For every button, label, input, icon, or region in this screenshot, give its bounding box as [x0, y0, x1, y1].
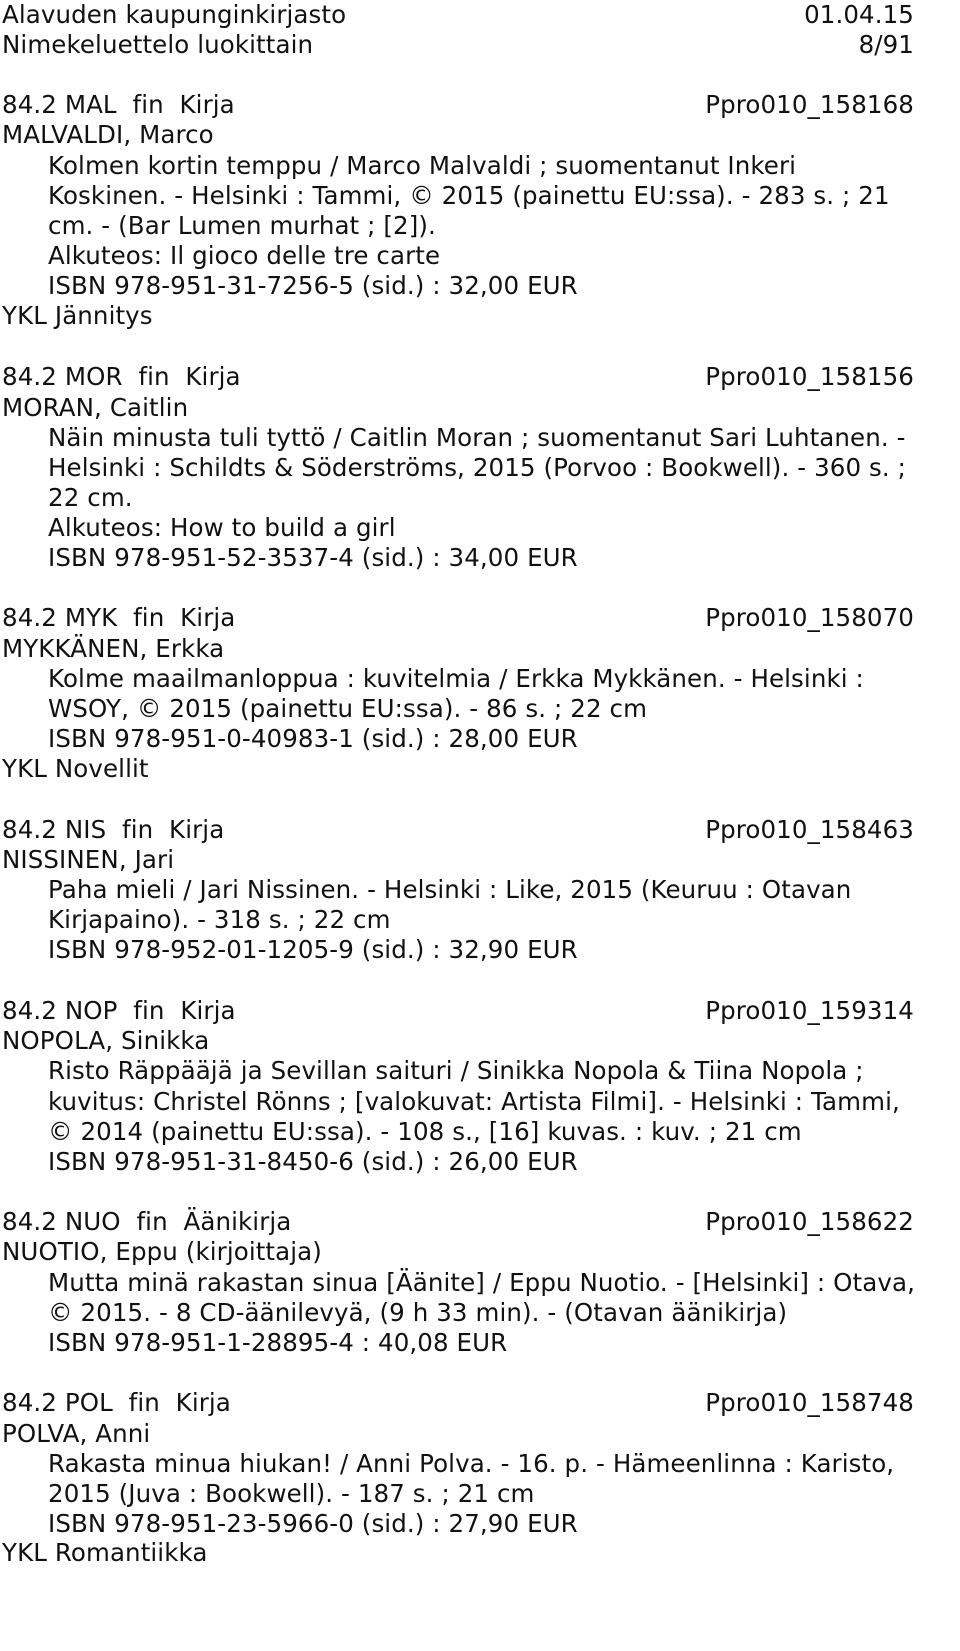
entry-class: 84.2 MYK fin Kirja	[2, 603, 236, 632]
entry-id: Ppro010_158748	[705, 1388, 914, 1417]
entry-desc-line: © 2015. - 8 CD-äänilevyä, (9 h 33 min). - (Otavan äänikirja)	[48, 1298, 788, 1327]
entry-desc-line: Risto Räppääjä ja Sevillan saituri / Sinikka Nopola & Tiina Nopola ;	[48, 1056, 864, 1085]
entry-isbn: ISBN 978-951-1-28895-4 : 40,08 EUR	[48, 1328, 508, 1357]
entry-author: NUOTIO, Eppu (kirjoittaja)	[2, 1237, 322, 1266]
library-name: Alavuden kaupunginkirjasto	[2, 0, 347, 29]
entry-id: Ppro010_158622	[705, 1207, 914, 1236]
entry-id: Ppro010_158070	[705, 603, 914, 632]
entry-isbn: ISBN 978-951-31-8450-6 (sid.) : 26,00 EUR	[48, 1147, 578, 1176]
entry-desc-line: Helsinki : Schildts & Söderströms, 2015 (Porvoo : Bookwell). - 360 s. ;	[48, 453, 907, 482]
entry-class: 84.2 MOR fin Kirja	[2, 362, 241, 391]
entry-desc-line: Alkuteos: How to build a girl	[48, 513, 396, 542]
entry-author: MALVALDI, Marco	[2, 120, 214, 149]
entry-author: POLVA, Anni	[2, 1419, 151, 1448]
entry-isbn: ISBN 978-951-52-3537-4 (sid.) : 34,00 EUR	[48, 543, 578, 572]
entry-desc-line: Mutta minä rakastan sinua [Äänite] / Eppu Nuotio. - [Helsinki] : Otava,	[48, 1268, 915, 1297]
entry-author: NOPOLA, Sinikka	[2, 1026, 210, 1055]
entry-author: NISSINEN, Jari	[2, 845, 175, 874]
entry-ykl: YKL Jännitys	[2, 301, 153, 330]
page-number: 8/91	[858, 30, 914, 59]
entry-isbn: ISBN 978-952-01-1205-9 (sid.) : 32,90 EUR	[48, 935, 578, 964]
entry-id: Ppro010_158156	[705, 362, 914, 391]
entry-ykl: YKL Romantiikka	[2, 1538, 208, 1567]
entry-class: 84.2 NOP fin Kirja	[2, 996, 236, 1025]
entry-desc-line: © 2014 (painettu EU:ssa). - 108 s., [16] kuvas. : kuv. ; 21 cm	[48, 1117, 802, 1146]
entry-class: 84.2 POL fin Kirja	[2, 1388, 231, 1417]
entry-desc-line: kuvitus: Christel Rönns ; [valokuvat: Artista Filmi]. - Helsinki : Tammi,	[48, 1087, 900, 1116]
entry-class: 84.2 NIS fin Kirja	[2, 815, 225, 844]
entry-isbn: ISBN 978-951-31-7256-5 (sid.) : 32,00 EUR	[48, 271, 578, 300]
entry-desc-line: Alkuteos: Il gioco delle tre carte	[48, 241, 441, 270]
entry-class: 84.2 MAL fin Kirja	[2, 90, 235, 119]
entry-desc-line: Paha mieli / Jari Nissinen. - Helsinki : Like, 2015 (Keuruu : Otavan	[48, 875, 852, 904]
entry-desc-line: Koskinen. - Helsinki : Tammi, © 2015 (painettu EU:ssa). - 283 s. ; 21	[48, 181, 890, 210]
entry-desc-line: Näin minusta tuli tyttö / Caitlin Moran ; suomentanut Sari Luhtanen. -	[48, 423, 906, 452]
print-date: 01.04.15	[804, 0, 914, 29]
entry-id: Ppro010_158463	[705, 815, 914, 844]
entry-class: 84.2 NUO fin Äänikirja	[2, 1207, 292, 1236]
entry-desc-line: WSOY, © 2015 (painettu EU:ssa). - 86 s. ; 22 cm	[48, 694, 648, 723]
entry-ykl: YKL Novellit	[2, 754, 149, 783]
entry-author: MORAN, Caitlin	[2, 393, 189, 422]
entry-desc-line: Rakasta minua hiukan! / Anni Polva. - 16. p. - Hämeenlinna : Karisto,	[48, 1449, 895, 1478]
entry-isbn: ISBN 978-951-23-5966-0 (sid.) : 27,90 EUR	[48, 1509, 578, 1538]
entry-desc-line: Kolme maailmanloppua : kuvitelmia / Erkka Mykkänen. - Helsinki :	[48, 664, 864, 693]
entry-desc-line: cm. - (Bar Lumen murhat ; [2]).	[48, 211, 436, 240]
entry-isbn: ISBN 978-951-0-40983-1 (sid.) : 28,00 EUR	[48, 724, 578, 753]
entry-desc-line: Kolmen kortin temppu / Marco Malvaldi ; suomentanut Inkeri	[48, 151, 797, 180]
entry-id: Ppro010_158168	[705, 90, 914, 119]
entry-author: MYKKÄNEN, Erkka	[2, 634, 225, 663]
entry-id: Ppro010_159314	[705, 996, 914, 1025]
entry-desc-line: 22 cm.	[48, 483, 133, 512]
entry-desc-line: Kirjapaino). - 318 s. ; 22 cm	[48, 905, 391, 934]
listing-title: Nimekeluettelo luokittain	[2, 30, 314, 59]
entry-desc-line: 2015 (Juva : Bookwell). - 187 s. ; 21 cm	[48, 1479, 535, 1508]
